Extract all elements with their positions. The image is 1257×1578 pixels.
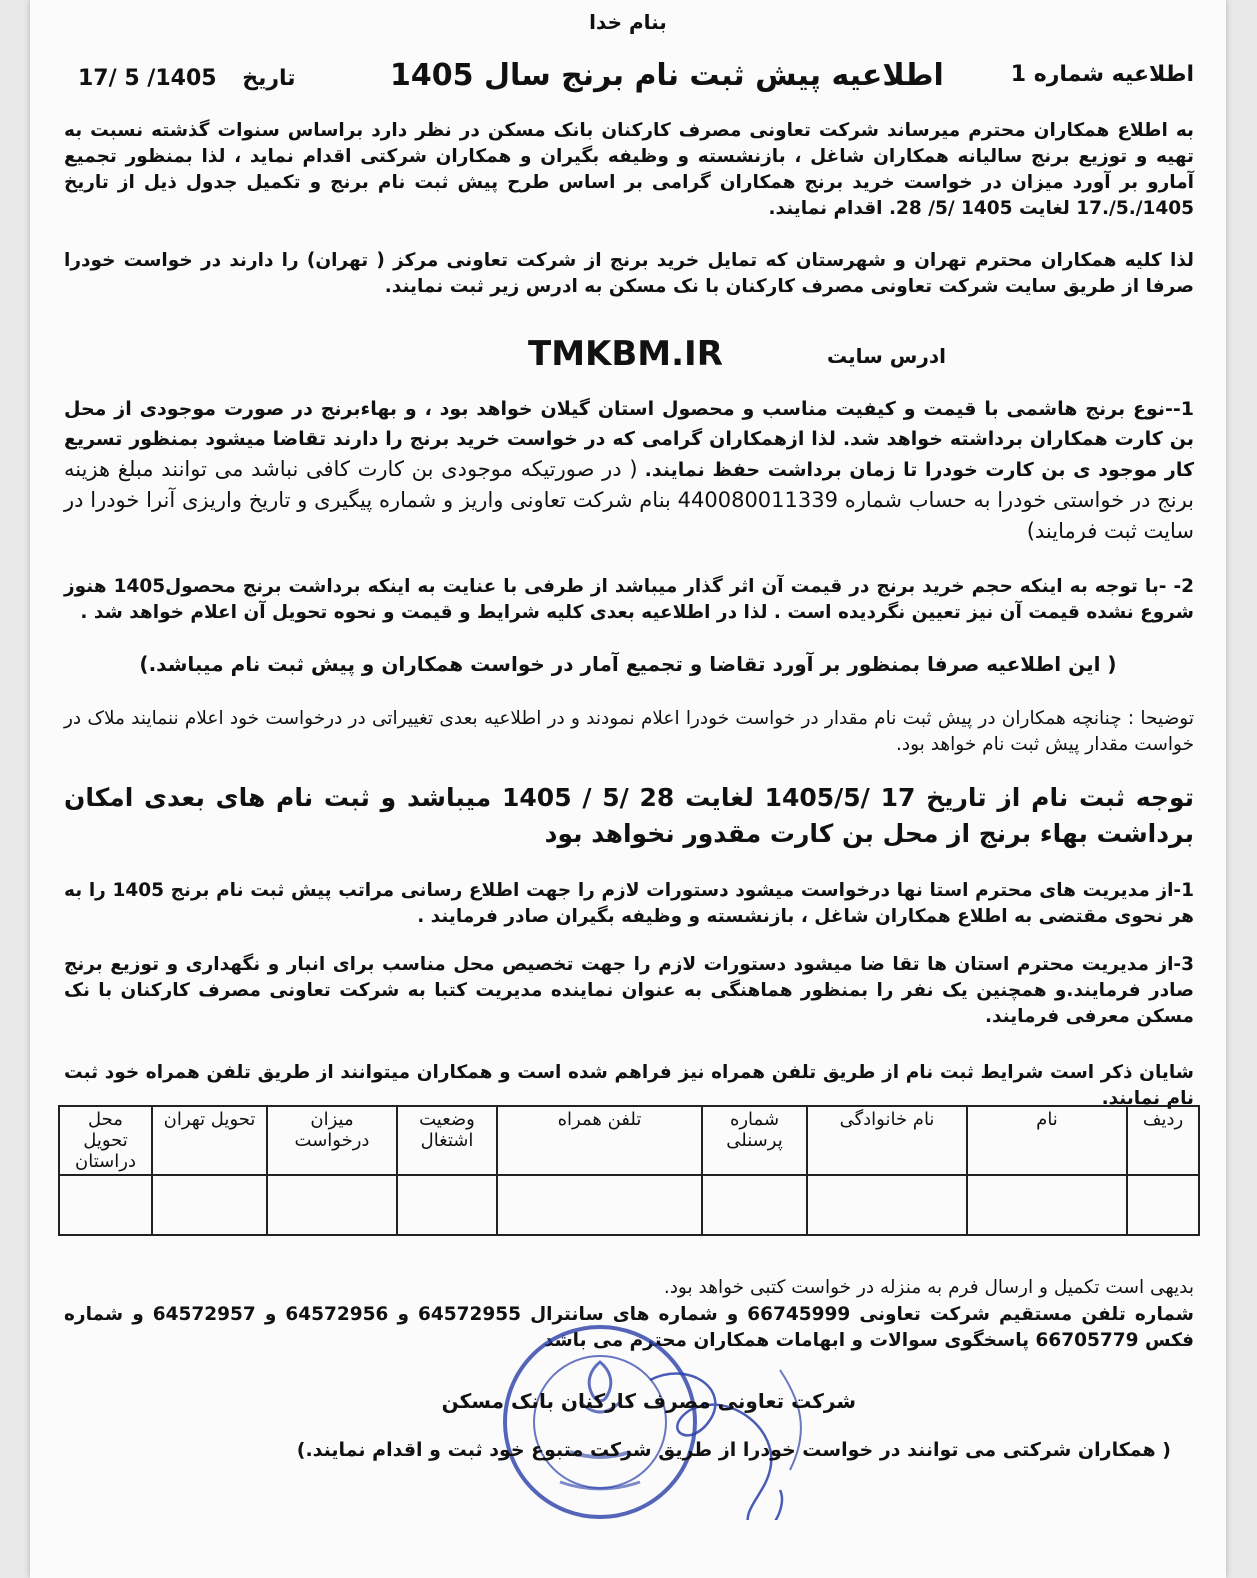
closing-note: بدیهی است تکمیل و ارسال فرم به منزله در خواست کتبی خواهد بود.: [663, 1277, 1194, 1298]
col-province-delivery: محل تحویل دراستان: [59, 1106, 152, 1175]
table-cell[interactable]: [967, 1175, 1127, 1235]
attention-note: توجه ثبت نام از تاریخ 17 /1405/5 لغایت 28 /5 / 1405 میباشد و ثبت نام های بعدی امکان برداشت بهاء برنج از محل بن کارت مقدور نخواهد بود: [64, 783, 1195, 848]
notice-date: [78, 66, 296, 91]
registration-paragraph: لذا کلیه همکاران محترم تهران و شهرستان که تمایل خرید برنج از شرکت تعاونی مرکز ( تهران) را دارند در خواست خودرا صرفا از طریق سایت شرکت تعاونی مصرف کارکنان با نک مسکن به ادرس زیر ثبت نمایند.: [64, 250, 1194, 297]
explanation: توضیحا : چنانچه همکاران در پیش ثبت نام مقدار در خواست خودرا اعلام نمودند و در اطلاعیه بعدی تغییراتی در درخواست خود اعلام ننمایند ملاک در خواست مقدار پیش ثبت نام خواهد بود.: [64, 708, 1194, 755]
site-url[interactable]: TMKBM.IR: [528, 334, 723, 374]
basmala: بنام خدا: [589, 10, 667, 34]
intro-paragraph: به اطلاع همکاران محترم میرساند شرکت تعاونی مصرف کارکنان بانک مسکن در نظر دارد براساس سنوات گذشته نسبت به تهیه و توزیع برنج سالیانه همکاران شاغل ، بازنشسته و وظیفه بگیران و همکاران شرکتی اقدام نماید ، لذا بمنظور تجمیع آمارو بر آورد میزان در خواست خرید برنج همکاران گرامی بر اساس طرح پیش ثبت نام برنج و تکمیل جدول ذیل از تاریخ 1405/.5/.17 لغایت 1405 /5/ 28. اقدام نمایند.: [64, 120, 1194, 219]
date-value: 1405/ 5 /17: [78, 66, 217, 91]
notice-number: اطلاعیه شماره 1: [1010, 62, 1194, 87]
contact-numbers: شماره تلفن مستقیم شرکت تعاونی 66745999 و شماره های سانترال 64572955 و 64572956 و 64572957 و شماره فکس 66705779 پاسخگوی سوالات و ابهامات همکاران محترم می باشد: [64, 1304, 1194, 1351]
manager-item-1: 1-از مدیریت های محترم استا نها درخواست میشود دستورات لازم را جهت اطلاع رسانی مراتب پیش ثبت نام برنج 1405 را به هر نحوی مقتضی به اطلاع همکاران شاغل ، بازنشسته و وظیفه بگیران صادر فرمایند .: [64, 880, 1194, 927]
table-cell[interactable]: [497, 1175, 702, 1235]
date-label: تاریخ: [242, 66, 296, 91]
table-cell[interactable]: [59, 1175, 152, 1235]
footer-note: ( همکاران شرکتی می توانند در خواست خودرا از طریق شرکت متبوع خود ثبت و اقدام نمایند.): [296, 1439, 1171, 1461]
col-tehran-delivery: تحویل تهران: [152, 1106, 267, 1175]
col-personnel-number: شماره پرسنلی: [702, 1106, 807, 1175]
item-1-normal: ( در صورتیکه موجودی بن کارت کافی نباشد می توانند مبلغ هزینه برنج در خواستی خودرا به حساب شماره 440080011339 بنام شرکت تعاونی واریز و شماره پیگیری و تاریخ واریزی آنرا خودرا در سایت ثبت فرمایند): [64, 457, 1195, 543]
col-request-amount: میزان درخواست: [267, 1106, 397, 1175]
col-first-name: نام: [967, 1106, 1127, 1175]
table-cell[interactable]: [1127, 1175, 1199, 1235]
col-row: ردیف: [1127, 1106, 1199, 1175]
manager-item-3: 3-از مدیریت محترم استان ها تقا ضا میشود دستورات لازم را جهت تخصیص محل مناسب برای انبار و نگهداری و توزیع برنج صادر فرمایند.و همچنین یک نفر را بمنظور هماهنگی به عنوان نماینده مدیریت کتبا به شرکت تعاونی مصرف کارکنان با نک مسکن معرفی فرمایند.: [64, 954, 1194, 1027]
site-label: ادرس سایت: [826, 344, 946, 368]
table-cell[interactable]: [267, 1175, 397, 1235]
table-header-row: [59, 1106, 1199, 1175]
table-cell[interactable]: [152, 1175, 267, 1235]
signature: [630, 1350, 850, 1520]
table-row: [59, 1175, 1199, 1235]
mobile-note: شایان ذکر است شرایط ثبت نام از طریق تلفن همراه نیز فراهم شده است و همکاران میتوانند از طریق تلفن همراه خود ثبت نام نمایند.: [64, 1062, 1194, 1109]
col-employment-status: وضعیت اشتغال: [397, 1106, 497, 1175]
item-2: 2- -با توجه به اینکه حجم خرید برنج در قیمت آن اثر گذار میباشد از طرفی با عنایت به اینکه برداشت برنج محصول1405 هنوز شروع نشده قیمت آن نیز تعیین نگردیده است . لذا در اطلاعیه بعدی کلیه شرایط و قیمت و نحوه تحویل آن اعلام خواهد شد .: [64, 576, 1195, 623]
notice-page: [30, 0, 1226, 1578]
table-cell[interactable]: [807, 1175, 967, 1235]
registration-table: [58, 1105, 1200, 1236]
item-1: [64, 394, 1194, 547]
center-note: ( این اطلاعیه صرفا بمنظور بر آورد تقاضا و تجمیع آمار در خواست همکاران و پیش ثبت نام میباشد.): [139, 652, 1117, 676]
company-signature: شرکت تعاونی مصرف کارکنان بانک مسکن: [441, 1389, 856, 1413]
item-1-bold: 1--نوع برنج هاشمی با قیمت و کیفیت مناسب و محصول استان گیلان خواهد بود ، و بهاءبرنج در صورت موجودی از محل بن کارت همکاران برداشته خواهد شد. لذا ازهمکاران گرامی که در خواست خرید برنج را دارند تقاضا میشود بمنظور تسریع کار موجود ی بن کارت خودرا تا زمان برداشت حفظ نمایند.: [64, 398, 1195, 481]
notice-title: اطلاعیه پیش ثبت نام برنج سال 1405: [390, 58, 944, 93]
col-mobile: تلفن همراه: [497, 1106, 702, 1175]
table-cell[interactable]: [702, 1175, 807, 1235]
table-cell[interactable]: [397, 1175, 497, 1235]
col-last-name: نام خانوادگی: [807, 1106, 967, 1175]
